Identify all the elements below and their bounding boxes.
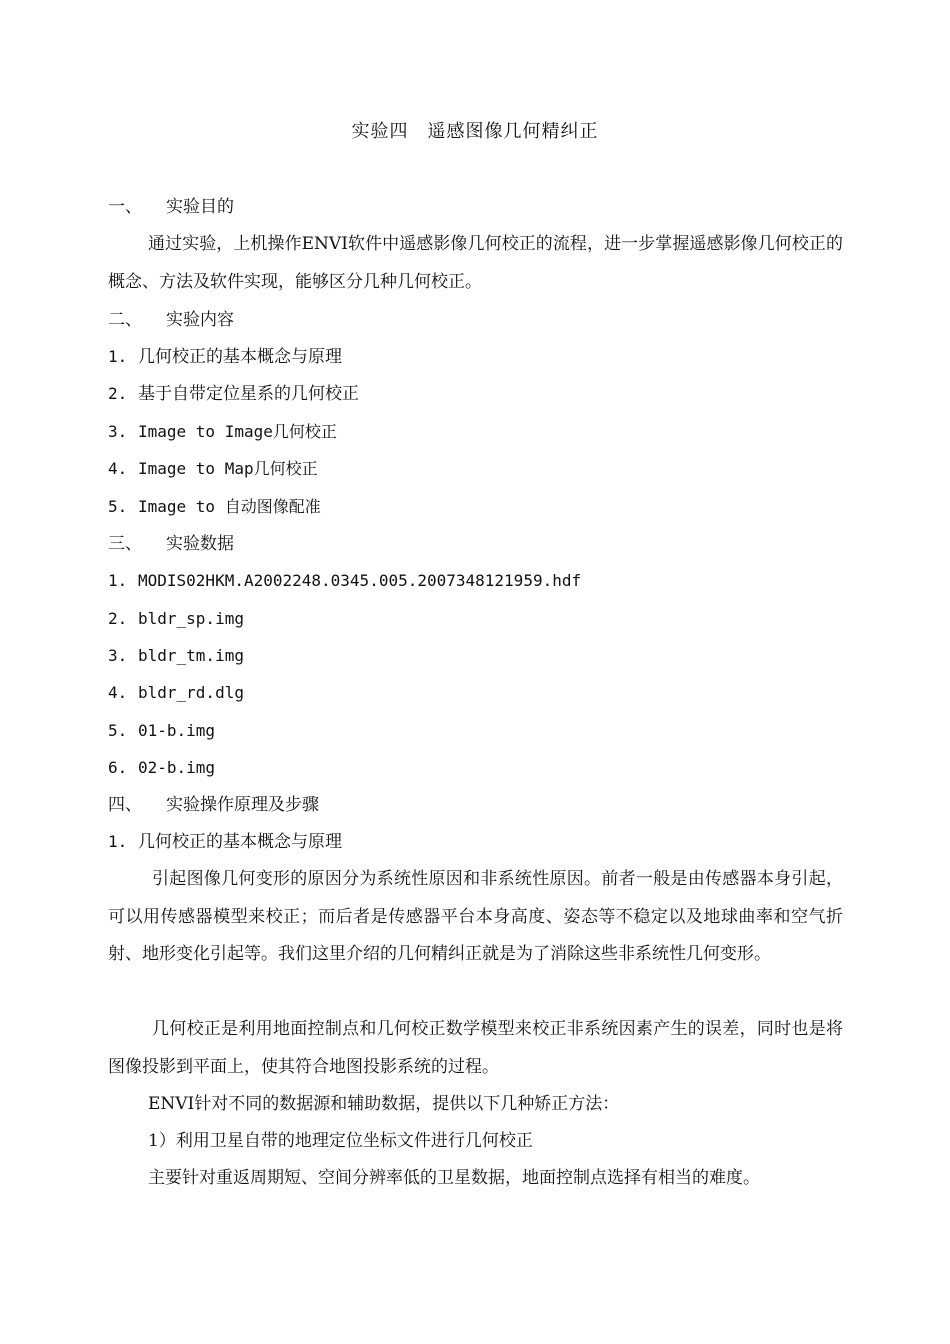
file-name: bldr_tm.img bbox=[138, 646, 244, 665]
item-number: 1. bbox=[108, 571, 128, 590]
section-heading-data bbox=[108, 530, 848, 558]
content-item bbox=[108, 380, 848, 408]
data-file-item bbox=[108, 754, 848, 782]
body-line: ENVI针对不同的数据源和辅助数据，提供以下几种矫正方法： bbox=[148, 1094, 620, 1114]
item-text: Image to 自动图像配准 bbox=[138, 497, 321, 516]
file-name: MODIS02HKM.A2002248.0345.005.2007348121959.hdf bbox=[138, 571, 582, 590]
data-file-item bbox=[108, 567, 848, 595]
section-heading-purpose bbox=[108, 193, 848, 221]
file-name: bldr_rd.dlg bbox=[138, 683, 244, 702]
body-paragraph: 几何校正是利用地面控制点和几何校正数学模型来校正非系统因素产生的误差，同时也是将图像投影到平面上，使其符合地图投影系统的过程。 bbox=[108, 1019, 843, 1077]
item-number: 4. bbox=[108, 459, 128, 478]
body-paragraph: 引起图像几何变形的原因分为系统性原因和非系统性原因。前者一般是由传感器本身引起，可以用传感器模型来校正；而后者是传感器平台本身高度、姿态等不稳定以及地球曲率和空气折射、地形变化引起等。我们这里介绍的几何精纠正就是为了消除这些非系统性几何变形。 bbox=[108, 869, 843, 964]
section-number: 二、 bbox=[108, 310, 142, 330]
file-name: 01-b.img bbox=[138, 721, 216, 740]
data-file-item bbox=[108, 679, 848, 707]
data-file-item bbox=[108, 605, 848, 633]
file-name: 02-b.img bbox=[138, 758, 216, 777]
item-text: 几何校正的基本概念与原理 bbox=[138, 832, 342, 852]
section-number: 四、 bbox=[108, 795, 142, 815]
item-text: 几何校正的基本概念与原理 bbox=[138, 347, 342, 367]
item-number: 5. bbox=[108, 497, 128, 516]
body-line: 1）利用卫星自带的地理定位坐标文件进行几何校正 bbox=[148, 1131, 533, 1151]
content-item bbox=[108, 418, 848, 446]
content-item bbox=[108, 343, 848, 371]
item-number: 3. bbox=[108, 646, 128, 665]
body-line: 主要针对重返周期短、空间分辨率低的卫星数据，地面控制点选择有相当的难度。 bbox=[148, 1168, 760, 1188]
item-number: 4. bbox=[108, 683, 128, 702]
content-item bbox=[108, 455, 848, 483]
section-heading-steps bbox=[108, 791, 848, 819]
item-number: 5. bbox=[108, 721, 128, 740]
section-heading-contents bbox=[108, 306, 848, 334]
content-item bbox=[108, 493, 848, 521]
file-name: bldr_sp.img bbox=[138, 609, 244, 628]
item-number: 1. bbox=[108, 347, 128, 366]
item-text: Image to Image几何校正 bbox=[138, 422, 337, 441]
section-number: 一、 bbox=[108, 197, 142, 217]
item-text: Image to Map几何校正 bbox=[138, 459, 318, 478]
subsection-heading bbox=[108, 828, 848, 856]
document-title: 实验四 遥感图像几何精纠正 bbox=[351, 121, 599, 142]
item-number: 3. bbox=[108, 422, 128, 441]
section-number: 三、 bbox=[108, 534, 142, 554]
item-number: 2. bbox=[108, 609, 128, 628]
section-title: 实验目的 bbox=[166, 197, 234, 217]
purpose-paragraph: 通过实验，上机操作ENVI软件中遥感影像几何校正的流程，进一步掌握遥感影像几何校正的概念、方法及软件实现，能够区分几种几何校正。 bbox=[108, 234, 843, 292]
section-title: 实验内容 bbox=[166, 310, 234, 330]
section-title: 实验数据 bbox=[166, 534, 234, 554]
item-number: 1. bbox=[108, 832, 128, 851]
item-number: 2. bbox=[108, 384, 128, 403]
item-text: 基于自带定位星系的几何校正 bbox=[138, 384, 359, 404]
section-title: 实验操作原理及步骤 bbox=[166, 795, 319, 815]
data-file-item bbox=[108, 642, 848, 670]
data-file-item bbox=[108, 717, 848, 745]
item-number: 6. bbox=[108, 758, 128, 777]
